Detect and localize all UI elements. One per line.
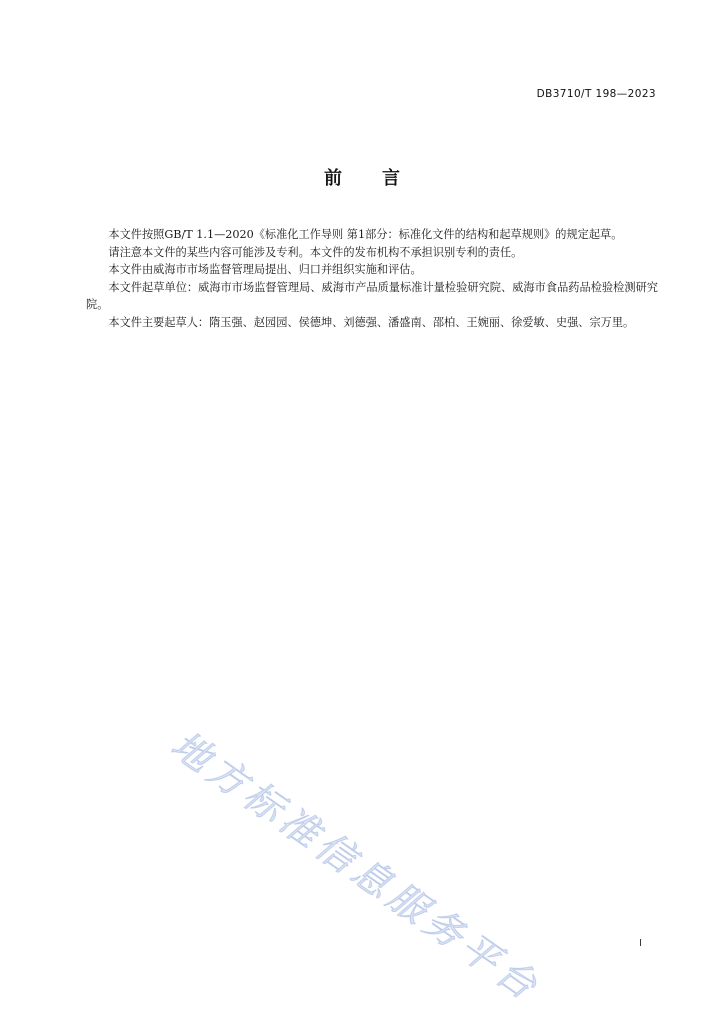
- watermark-text: 地方标准信息服务平台: [163, 722, 550, 1011]
- section-title: 前言: [324, 168, 440, 189]
- foreword-body: [86, 226, 658, 332]
- paragraph-drafters: 本文件主要起草人：隋玉强、赵园园、侯德坤、刘德强、潘盛南、邵柏、王婉丽、徐爱敏、史强、宗万里。: [108, 315, 635, 329]
- page-number: I: [639, 938, 642, 949]
- paragraph-proposer: 本文件由威海市市场监督管理局提出、归口并组织实施和评估。: [108, 263, 422, 277]
- paragraph-drafting-units: 本文件起草单位：威海市市场监督管理局、威海市产品质量标准计量检验研究院、威海市食品药品检验检测研究院。: [86, 280, 658, 312]
- paragraph-patent-notice: 请注意本文件的某些内容可能涉及专利。本文件的发布机构不承担识别专利的责任。: [108, 245, 523, 259]
- document-code: DB3710/T 198—2023: [536, 88, 656, 100]
- paragraph-standard-basis: 本文件按照GB/T 1.1—2020《标准化工作导则 第1部分：标准化文件的结构和起草规则》的规定起草。: [108, 228, 623, 241]
